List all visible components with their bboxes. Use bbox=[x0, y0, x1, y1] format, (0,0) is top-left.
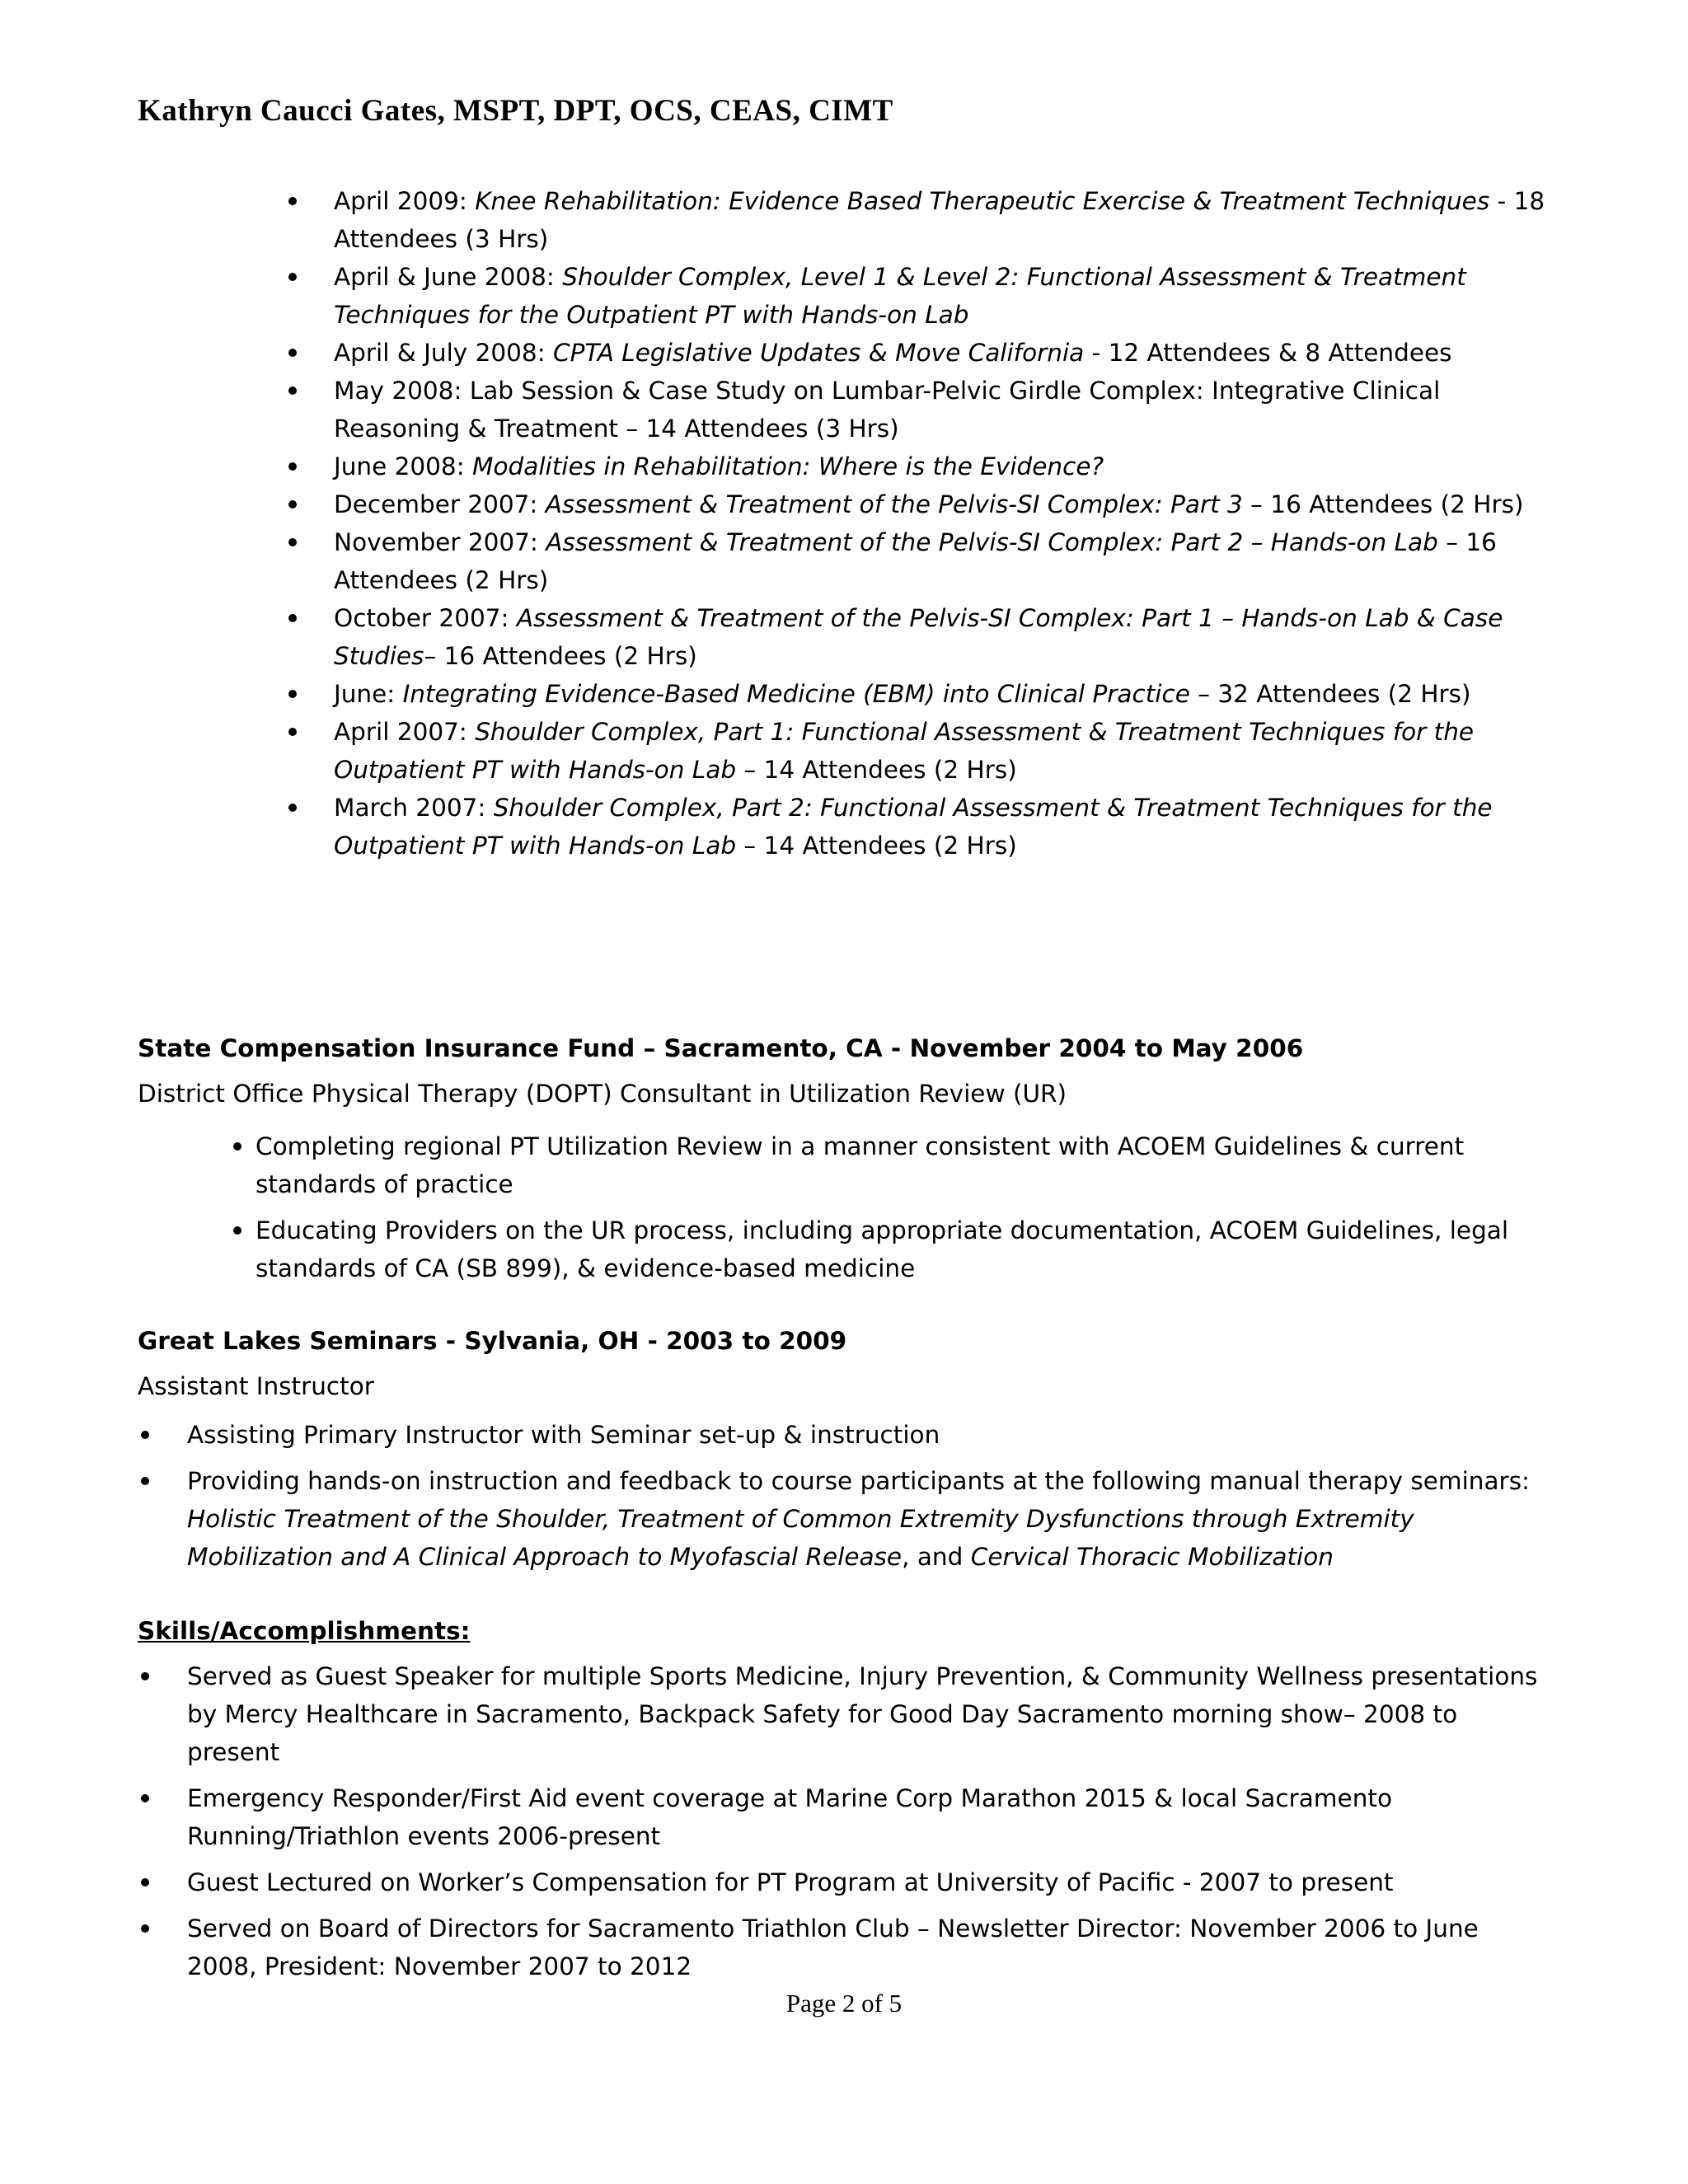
list-item: June 2008: Modalities in Rehabilitation: Where is the Evidence? bbox=[334, 448, 1554, 485]
list-item: Guest Lectured on Worker’s Compensation for PT Program at University of Pacific - 2007 to present bbox=[187, 1863, 1547, 1901]
list-item: October 2007: Assessment & Treatment of the Pelvis-SI Complex: Part 1 – Hands-on Lab & Case Studies– 16 Attendees (2 Hrs) bbox=[334, 599, 1554, 675]
bullet-icon bbox=[288, 690, 297, 698]
bullet-icon bbox=[141, 1794, 149, 1802]
bullet-icon bbox=[288, 349, 297, 357]
list-item: June: Integrating Evidence-Based Medicine (EBM) into Clinical Practice – 32 Attendees (2 Hrs) bbox=[334, 675, 1554, 713]
bullet-icon bbox=[141, 1924, 149, 1933]
bullet-icon bbox=[141, 1672, 149, 1680]
list-item: April & June 2008: Shoulder Complex, Level 1 & Level 2: Functional Assessment & Treatment Techniques for the Outpatient PT with Hands-on Lab bbox=[334, 258, 1554, 334]
gls-heading: Great Lakes Seminars - Sylvania, OH - 2003 to 2009 bbox=[138, 1327, 847, 1355]
bullet-icon bbox=[288, 804, 297, 812]
scif-duties-list bbox=[256, 1127, 1541, 1296]
list-item: November 2007: Assessment & Treatment of the Pelvis-SI Complex: Part 2 – Hands-on Lab – 16 Attendees (2 Hrs) bbox=[334, 523, 1554, 599]
bullet-icon bbox=[288, 273, 297, 281]
bullet-icon bbox=[233, 1142, 241, 1151]
list-item: Emergency Responder/First Aid event coverage at Marine Corp Marathon 2015 & local Sacramento Running/Triathlon events 2006-present bbox=[187, 1779, 1547, 1855]
bullet-icon bbox=[288, 728, 297, 736]
gls-role: Assistant Instructor bbox=[138, 1372, 374, 1400]
bullet-icon bbox=[141, 1431, 149, 1439]
list-item: Providing hands-on instruction and feedback to course participants at the following manual therapy seminars: Holistic Treatment of the Shoulder, Treatment of Common Extremity Dysfunctions through Extremity Mobilization and A Clinical Approach to Myofascial Release, and Cervical Thoracic Mobilization bbox=[187, 1462, 1547, 1576]
bullet-icon bbox=[288, 500, 297, 509]
page-header-name: Kathryn Caucci Gates, MSPT, DPT, OCS, CEAS, CIMT bbox=[138, 94, 893, 128]
list-item: April 2007: Shoulder Complex, Part 1: Functional Assessment & Treatment Techniques for the Outpatient PT with Hands-on Lab – 14 Attendees (2 Hrs) bbox=[334, 713, 1554, 789]
bullet-icon bbox=[233, 1226, 241, 1235]
list-item: March 2007: Shoulder Complex, Part 2: Functional Assessment & Treatment Techniques for the Outpatient PT with Hands-on Lab – 14 Attendees (2 Hrs) bbox=[334, 789, 1554, 865]
scif-role: District Office Physical Therapy (DOPT) Consultant in Utilization Review (UR) bbox=[138, 1080, 1067, 1108]
list-item: April 2009: Knee Rehabilitation: Evidence Based Therapeutic Exercise & Treatment Techniques - 18 Attendees (3 Hrs) bbox=[334, 182, 1554, 258]
skills-list bbox=[187, 1657, 1547, 1994]
list-item: May 2008: Lab Session & Case Study on Lumbar-Pelvic Girdle Complex: Integrative Clinical Reasoning & Treatment – 14 Attendees (3 Hrs) bbox=[334, 372, 1554, 448]
list-item: Completing regional PT Utilization Review in a manner consistent with ACOEM Guidelines & current standards of practice bbox=[256, 1127, 1541, 1203]
skills-heading: Skills/Accomplishments: bbox=[138, 1617, 471, 1645]
bullet-icon bbox=[288, 538, 297, 546]
bullet-icon bbox=[288, 197, 297, 205]
bullet-icon bbox=[141, 1878, 149, 1886]
list-item: December 2007: Assessment & Treatment of the Pelvis-SI Complex: Part 3 – 16 Attendees (2 Hrs) bbox=[334, 485, 1554, 523]
scif-heading: State Compensation Insurance Fund – Sacramento, CA - November 2004 to May 2006 bbox=[138, 1034, 1304, 1062]
bullet-icon bbox=[141, 1477, 149, 1485]
list-item: Served on Board of Directors for Sacramento Triathlon Club – Newsletter Director: November 2006 to June 2008, President: November 2007 to 2012 bbox=[187, 1910, 1547, 1985]
bullet-icon bbox=[288, 614, 297, 622]
gls-duties-list bbox=[187, 1416, 1547, 1584]
list-item: Educating Providers on the UR process, including appropriate documentation, ACOEM Guidelines, legal standards of CA (SB 899), & evidence-based medicine bbox=[256, 1212, 1541, 1287]
page-number: Page 2 of 5 bbox=[785, 1989, 903, 2018]
bullet-icon bbox=[288, 387, 297, 395]
list-item: Served as Guest Speaker for multiple Sports Medicine, Injury Prevention, & Community Wellness presentations by Mercy Healthcare in Sacramento, Backpack Safety for Good Day Sacramento morning show– 2008 to present bbox=[187, 1657, 1547, 1771]
list-item: April & July 2008: CPTA Legislative Updates & Move California - 12 Attendees & 8 Attendees bbox=[334, 334, 1554, 372]
list-item: Assisting Primary Instructor with Seminar set-up & instruction bbox=[187, 1416, 1547, 1454]
training-list bbox=[334, 182, 1554, 865]
bullet-icon bbox=[288, 462, 297, 471]
